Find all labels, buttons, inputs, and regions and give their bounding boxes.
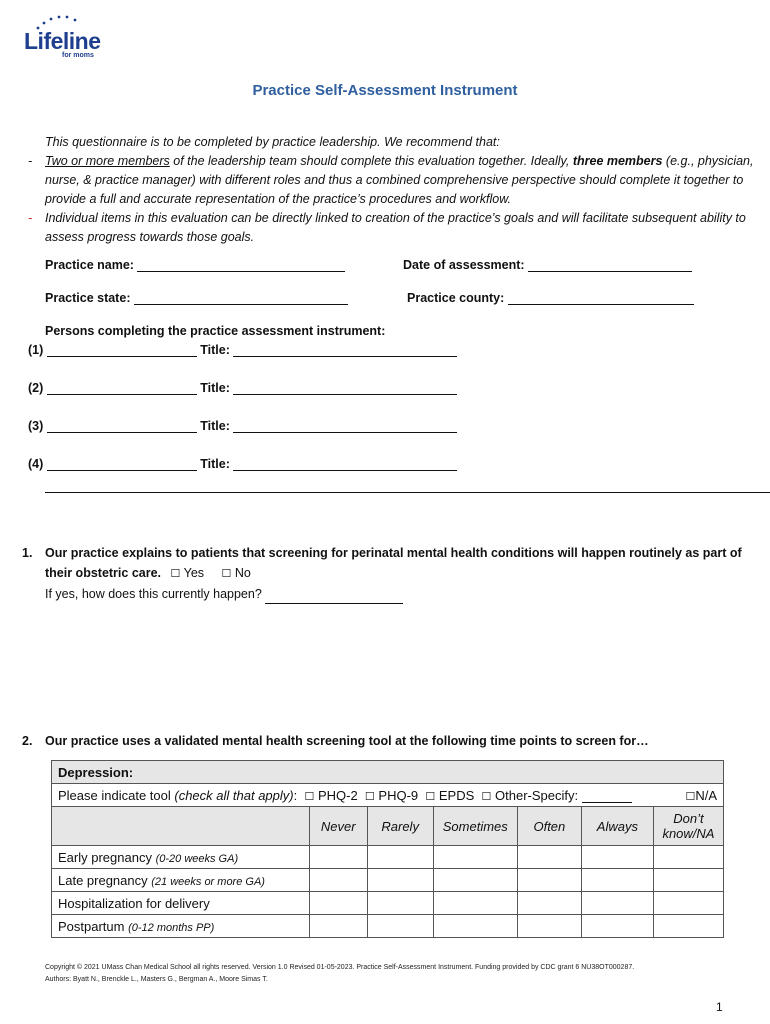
persons-heading: Persons completing the practice assessment instrument: — [45, 324, 386, 338]
footer-copyright: Copyright © 2021 UMass Chan Medical School all rights reserved. Version 1.0 Revised 01-05-2023. Practice Self-Assessment Instrument. Funding provided by CDC grant 6 NU38OT000287. Authors: Byatt N., Brenckle L., Masters G., Bergman A., Moore Simas T. — [45, 964, 635, 983]
table-row: Late pregnancy (21 weeks or more GA) — [52, 869, 724, 892]
intro-bullet-2: - Individual items in this evaluation can be directly linked to creation of the practice’s goals and will facilitate subsequent ability to assess progress towards those goals. — [28, 211, 746, 244]
intro-lead: This questionnaire is to be completed by practice leadership. We recommend that: — [45, 135, 500, 149]
phq2-checkbox[interactable]: ☐ PHQ-2 — [304, 787, 358, 803]
divider — [45, 492, 770, 493]
depression-header: Depression: — [52, 761, 724, 784]
epds-checkbox[interactable]: ☐ EPDS — [425, 787, 475, 803]
col-always: Always — [581, 807, 653, 846]
col-dont-know: Don’t know/NA — [653, 807, 723, 846]
lifeline-logo — [24, 14, 114, 60]
logo-word: Lifeline — [24, 28, 101, 54]
person-row-3[interactable]: (3) Title: — [28, 419, 457, 433]
q1-followup[interactable]: If yes, how does this currently happen? — [45, 584, 762, 604]
question-1: 1. Our practice explains to patients that screening for perinatal mental health conditions will happen routinely as part of their obstetric care. ☐ Yes ☐ No If yes, how does this currently happen? — [22, 543, 762, 604]
intro-bullet-1: - Two or more members of the leadership team should complete this evaluation together. Ideally, three members (e.g., physician, nurse, & practice manager) with different roles and thus a combined comprehensive perspective should complete it together to provide a full and accurate representation of the practice’s procedures and workflow. — [28, 154, 754, 206]
table-row: Hospitalization for delivery — [52, 892, 724, 915]
frequency-header-row — [52, 807, 724, 846]
table-row: Early pregnancy (0-20 weeks GA) — [52, 846, 724, 869]
yes-checkbox[interactable]: ☐ Yes — [170, 566, 205, 580]
question-2: 2. Our practice uses a validated mental health screening tool at the following time points to screen for… — [22, 734, 649, 748]
screening-table — [51, 760, 724, 938]
col-never: Never — [309, 807, 367, 846]
no-checkbox[interactable]: ☐ No — [221, 566, 251, 580]
practice-name-field[interactable]: Practice name: — [45, 258, 345, 272]
person-row-4[interactable]: (4) Title: — [28, 457, 457, 471]
logo-subtitle: for moms — [62, 52, 94, 59]
tool-selection-row: Please indicate tool (check all that apply): ☐ PHQ-2 ☐ PHQ-9 ☐ EPDS ☐ Other-Specify: ☐N/A — [52, 784, 724, 807]
other-checkbox[interactable]: ☐ Other-Specify: — [481, 787, 579, 803]
table-row: Postpartum (0-12 months PP) — [52, 915, 724, 938]
intro-text — [28, 133, 760, 247]
date-of-assessment-field[interactable]: Date of assessment: — [403, 258, 692, 272]
practice-county-field[interactable]: Practice county: — [407, 291, 694, 305]
col-rarely: Rarely — [367, 807, 433, 846]
person-row-1[interactable]: (1) Title: — [28, 343, 457, 357]
person-row-2[interactable]: (2) Title: — [28, 381, 457, 395]
phq9-checkbox[interactable]: ☐ PHQ-9 — [364, 787, 419, 803]
practice-state-field[interactable]: Practice state: — [45, 291, 348, 305]
page-number: 1 — [716, 1000, 723, 1014]
na-checkbox[interactable]: ☐N/A — [685, 787, 717, 803]
col-often: Often — [517, 807, 581, 846]
col-sometimes: Sometimes — [433, 807, 517, 846]
page-title: Practice Self-Assessment Instrument — [252, 82, 518, 99]
